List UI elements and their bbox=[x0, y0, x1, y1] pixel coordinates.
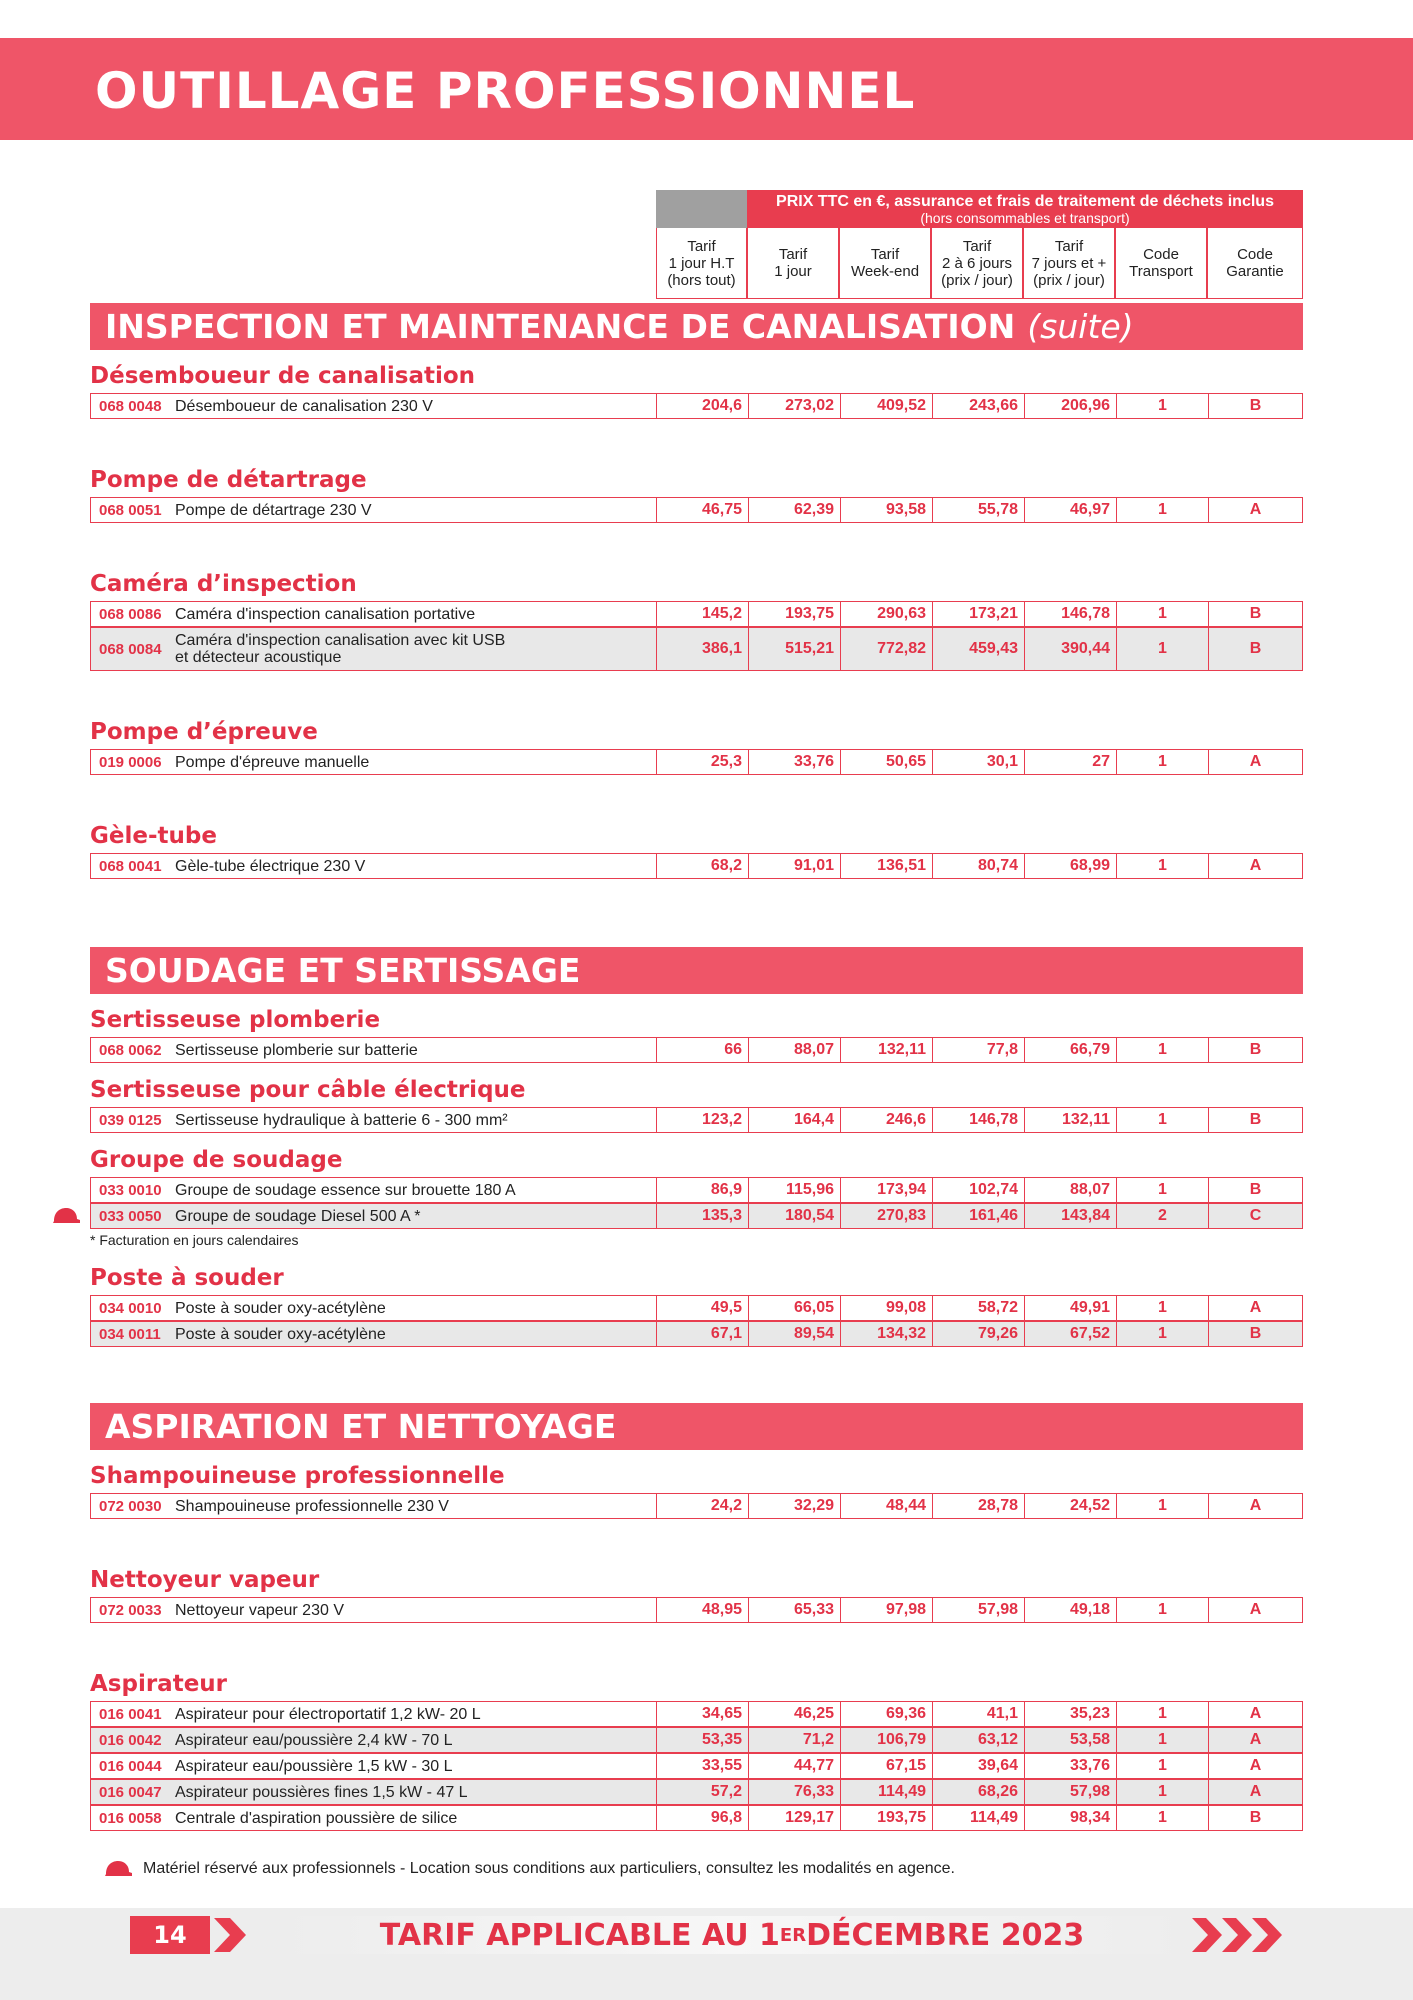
price-cell: 273,02 bbox=[749, 394, 841, 418]
table-row bbox=[90, 1203, 1303, 1229]
tarif-text-a: TARIF APPLICABLE AU 1 bbox=[379, 1917, 780, 1953]
price-cell: 459,43 bbox=[933, 628, 1025, 670]
table-row bbox=[90, 393, 1303, 419]
price-cell: 161,46 bbox=[933, 1204, 1025, 1228]
price-cell: 35,23 bbox=[1025, 1702, 1117, 1726]
guarantee-code: A bbox=[1249, 857, 1262, 874]
price-cell: 66,79 bbox=[1025, 1038, 1117, 1062]
price-cell: 106,79 bbox=[841, 1728, 933, 1752]
item-code: 016 0044 bbox=[99, 1757, 162, 1775]
price-cell: 88,07 bbox=[749, 1038, 841, 1062]
transport-code: 1 bbox=[1117, 1754, 1209, 1778]
column-header: Tarif Week-end bbox=[839, 228, 931, 299]
item-code: 039 0125 bbox=[99, 1111, 162, 1129]
column-header: Tarif 1 jour H.T (hors tout) bbox=[656, 228, 747, 299]
item-description: Groupe de soudage essence sur brouette 180 A bbox=[171, 1178, 657, 1202]
group-title: Aspirateur bbox=[90, 1671, 228, 1697]
price-cell: 193,75 bbox=[749, 602, 841, 626]
price-table bbox=[90, 1597, 1303, 1623]
transport-code: 1 bbox=[1117, 1728, 1209, 1752]
price-cell: 386,1 bbox=[657, 628, 749, 670]
price-cell: 63,12 bbox=[933, 1728, 1025, 1752]
transport-code: 1 bbox=[1117, 1494, 1209, 1518]
price-cell: 49,91 bbox=[1025, 1296, 1117, 1320]
group-title: Désemboueur de canalisation bbox=[90, 363, 476, 389]
price-cell: 136,51 bbox=[841, 854, 933, 878]
price-cell: 44,77 bbox=[749, 1754, 841, 1778]
transport-code: 1 bbox=[1117, 1598, 1209, 1622]
price-table bbox=[90, 601, 1303, 671]
chevrons-right-icon bbox=[1190, 1916, 1290, 1954]
price-cell: 193,75 bbox=[841, 1806, 933, 1830]
price-table bbox=[90, 497, 1303, 523]
price-cell: 206,96 bbox=[1025, 394, 1117, 418]
price-cell: 129,17 bbox=[749, 1806, 841, 1830]
transport-code: 1 bbox=[1117, 854, 1209, 878]
price-cell: 32,29 bbox=[749, 1494, 841, 1518]
table-row bbox=[90, 1701, 1303, 1727]
guarantee-code: A bbox=[1249, 1299, 1262, 1316]
header-price-banner bbox=[747, 190, 1303, 228]
item-description: Caméra d'inspection canalisation avec kit USB et détecteur acoustique bbox=[171, 628, 657, 670]
price-cell: 97,98 bbox=[841, 1598, 933, 1622]
price-table bbox=[90, 1295, 1303, 1347]
transport-code: 1 bbox=[1117, 1296, 1209, 1320]
item-code: 016 0058 bbox=[99, 1809, 162, 1827]
price-cell: 33,76 bbox=[1025, 1754, 1117, 1778]
price-cell: 515,21 bbox=[749, 628, 841, 670]
price-cell: 33,76 bbox=[749, 750, 841, 774]
price-cell: 27 bbox=[1025, 750, 1117, 774]
price-table bbox=[90, 1107, 1303, 1133]
section-title: INSPECTION ET MAINTENANCE DE CANALISATION bbox=[105, 307, 1016, 346]
header-line2: (hors consommables et transport) bbox=[920, 210, 1130, 226]
column-header: Tarif 2 à 6 jours (prix / jour) bbox=[931, 228, 1023, 299]
price-cell: 91,01 bbox=[749, 854, 841, 878]
column-header: Code Transport bbox=[1115, 228, 1207, 299]
page-title: OUTILLAGE PROFESSIONNEL bbox=[95, 62, 916, 120]
transport-code: 1 bbox=[1117, 1780, 1209, 1804]
group-title: Caméra d’inspection bbox=[90, 571, 357, 597]
guarantee-code: B bbox=[1249, 1111, 1262, 1128]
footer-note-text: Matériel réservé aux professionnels - Location sous conditions aux particuliers, consultez les modalités en agence. bbox=[143, 1860, 955, 1877]
price-cell: 41,1 bbox=[933, 1702, 1025, 1726]
price-cell: 66,05 bbox=[749, 1296, 841, 1320]
transport-code: 1 bbox=[1117, 1108, 1209, 1132]
item-description: Pompe de détartrage 230 V bbox=[171, 498, 657, 522]
price-cell: 290,63 bbox=[841, 602, 933, 626]
guarantee-code: B bbox=[1249, 1181, 1262, 1198]
price-cell: 102,74 bbox=[933, 1178, 1025, 1202]
price-cell: 146,78 bbox=[1025, 602, 1117, 626]
tarif-text-b: DÉCEMBRE 2023 bbox=[806, 1917, 1085, 1953]
item-code: 068 0048 bbox=[99, 397, 162, 415]
price-cell: 24,2 bbox=[657, 1494, 749, 1518]
price-cell: 48,95 bbox=[657, 1598, 749, 1622]
group-title: Sertisseuse pour câble électrique bbox=[90, 1077, 526, 1103]
transport-code: 1 bbox=[1117, 498, 1209, 522]
price-cell: 243,66 bbox=[933, 394, 1025, 418]
table-row bbox=[90, 1107, 1303, 1133]
price-cell: 86,9 bbox=[657, 1178, 749, 1202]
group-title: Groupe de soudage bbox=[90, 1147, 343, 1173]
column-header: Code Garantie bbox=[1207, 228, 1303, 299]
transport-code: 1 bbox=[1117, 1806, 1209, 1830]
price-cell: 409,52 bbox=[841, 394, 933, 418]
price-cell: 55,78 bbox=[933, 498, 1025, 522]
price-cell: 143,84 bbox=[1025, 1204, 1117, 1228]
guarantee-code: B bbox=[1249, 1041, 1262, 1058]
price-cell: 24,52 bbox=[1025, 1494, 1117, 1518]
item-code: 033 0050 bbox=[99, 1207, 162, 1225]
table-row bbox=[90, 853, 1303, 879]
item-description: Aspirateur eau/poussière 2,4 kW - 70 L bbox=[171, 1728, 657, 1752]
price-cell: 772,82 bbox=[841, 628, 933, 670]
guarantee-code: B bbox=[1249, 1325, 1262, 1342]
guarantee-code: B bbox=[1249, 605, 1262, 622]
group-title: Nettoyeur vapeur bbox=[90, 1567, 320, 1593]
price-cell: 246,6 bbox=[841, 1108, 933, 1132]
price-tables bbox=[90, 303, 1303, 1841]
price-table bbox=[90, 1177, 1303, 1229]
price-cell: 145,2 bbox=[657, 602, 749, 626]
price-cell: 79,26 bbox=[933, 1322, 1025, 1346]
guarantee-code: B bbox=[1249, 397, 1262, 414]
price-column-header bbox=[656, 190, 1303, 300]
group-title: Poste à souder bbox=[90, 1265, 284, 1291]
item-code: 072 0030 bbox=[99, 1497, 162, 1515]
item-description: Aspirateur poussières fines 1,5 kW - 47 L bbox=[171, 1780, 657, 1804]
footer-note bbox=[103, 1860, 955, 1878]
price-cell: 93,58 bbox=[841, 498, 933, 522]
price-cell: 71,2 bbox=[749, 1728, 841, 1752]
price-table bbox=[90, 749, 1303, 775]
price-cell: 58,72 bbox=[933, 1296, 1025, 1320]
price-cell: 88,07 bbox=[1025, 1178, 1117, 1202]
item-code: 019 0006 bbox=[99, 753, 162, 771]
table-row bbox=[90, 601, 1303, 627]
price-cell: 68,2 bbox=[657, 854, 749, 878]
price-cell: 68,26 bbox=[933, 1780, 1025, 1804]
price-table bbox=[90, 1037, 1303, 1063]
transport-code: 1 bbox=[1117, 1178, 1209, 1202]
item-description: Poste à souder oxy-acétylène bbox=[171, 1322, 657, 1346]
section-band bbox=[90, 303, 1303, 350]
price-table bbox=[90, 1493, 1303, 1519]
price-cell: 80,74 bbox=[933, 854, 1025, 878]
price-cell: 48,44 bbox=[841, 1494, 933, 1518]
guarantee-code: A bbox=[1249, 1705, 1262, 1722]
price-cell: 99,08 bbox=[841, 1296, 933, 1320]
item-description: Gèle-tube électrique 230 V bbox=[171, 854, 657, 878]
item-code: 068 0084 bbox=[99, 640, 162, 658]
price-cell: 67,15 bbox=[841, 1754, 933, 1778]
price-cell: 49,5 bbox=[657, 1296, 749, 1320]
price-cell: 390,44 bbox=[1025, 628, 1117, 670]
group-title: Gèle-tube bbox=[90, 823, 217, 849]
table-row bbox=[90, 749, 1303, 775]
price-cell: 57,2 bbox=[657, 1780, 749, 1804]
price-cell: 173,94 bbox=[841, 1178, 933, 1202]
price-cell: 30,1 bbox=[933, 750, 1025, 774]
chevron-right-icon bbox=[212, 1916, 252, 1954]
section-title: SOUDAGE ET SERTISSAGE bbox=[105, 951, 581, 990]
item-description: Groupe de soudage Diesel 500 A * bbox=[171, 1204, 657, 1228]
item-description: Nettoyeur vapeur 230 V bbox=[171, 1598, 657, 1622]
price-cell: 57,98 bbox=[933, 1598, 1025, 1622]
table-row bbox=[90, 1177, 1303, 1203]
table-row bbox=[90, 1037, 1303, 1063]
price-cell: 53,58 bbox=[1025, 1728, 1117, 1752]
item-description: Poste à souder oxy-acétylène bbox=[171, 1296, 657, 1320]
section-band bbox=[90, 947, 1303, 994]
price-cell: 135,3 bbox=[657, 1204, 749, 1228]
price-cell: 46,25 bbox=[749, 1702, 841, 1726]
price-cell: 28,78 bbox=[933, 1494, 1025, 1518]
price-cell: 98,34 bbox=[1025, 1806, 1117, 1830]
guarantee-code: A bbox=[1249, 1783, 1262, 1800]
section-suffix: (suite) bbox=[1027, 307, 1134, 346]
price-cell: 76,33 bbox=[749, 1780, 841, 1804]
table-row bbox=[90, 1321, 1303, 1347]
item-description: Shampouineuse professionnelle 230 V bbox=[171, 1494, 657, 1518]
item-description: Désemboueur de canalisation 230 V bbox=[171, 394, 657, 418]
guarantee-code: A bbox=[1249, 1497, 1262, 1514]
price-table bbox=[90, 853, 1303, 879]
item-code: 034 0011 bbox=[99, 1325, 161, 1343]
transport-code: 1 bbox=[1117, 628, 1209, 670]
guarantee-code: C bbox=[1249, 1207, 1262, 1224]
header-line1: PRIX TTC en €, assurance et frais de traitement de déchets inclus bbox=[776, 193, 1274, 210]
price-cell: 146,78 bbox=[933, 1108, 1025, 1132]
transport-code: 1 bbox=[1117, 1702, 1209, 1726]
column-header: Tarif 7 jours et + (prix / jour) bbox=[1023, 228, 1115, 299]
item-code: 016 0047 bbox=[99, 1783, 162, 1801]
helmet-icon bbox=[103, 1860, 133, 1878]
transport-code: 1 bbox=[1117, 394, 1209, 418]
price-cell: 114,49 bbox=[841, 1780, 933, 1804]
tarif-banner bbox=[282, 1916, 1182, 1954]
item-code: 068 0062 bbox=[99, 1041, 162, 1059]
price-table bbox=[90, 1701, 1303, 1831]
tarif-sup: ER bbox=[779, 1924, 807, 1946]
price-cell: 53,35 bbox=[657, 1728, 749, 1752]
guarantee-code: A bbox=[1249, 1601, 1262, 1618]
table-row bbox=[90, 497, 1303, 523]
price-cell: 65,33 bbox=[749, 1598, 841, 1622]
group-title: Pompe d’épreuve bbox=[90, 719, 318, 745]
price-cell: 115,96 bbox=[749, 1178, 841, 1202]
group-title: Sertisseuse plomberie bbox=[90, 1007, 381, 1033]
item-description: Sertisseuse hydraulique à batterie 6 - 300 mm² bbox=[171, 1108, 657, 1132]
price-cell: 62,39 bbox=[749, 498, 841, 522]
price-cell: 46,97 bbox=[1025, 498, 1117, 522]
transport-code: 1 bbox=[1117, 750, 1209, 774]
price-cell: 132,11 bbox=[841, 1038, 933, 1062]
table-row bbox=[90, 1295, 1303, 1321]
price-cell: 69,36 bbox=[841, 1702, 933, 1726]
column-headers bbox=[656, 228, 1303, 299]
column-header: Tarif 1 jour bbox=[747, 228, 839, 299]
price-cell: 39,64 bbox=[933, 1754, 1025, 1778]
guarantee-code: A bbox=[1249, 1757, 1262, 1774]
price-cell: 204,6 bbox=[657, 394, 749, 418]
price-cell: 89,54 bbox=[749, 1322, 841, 1346]
price-cell: 96,8 bbox=[657, 1806, 749, 1830]
price-cell: 270,83 bbox=[841, 1204, 933, 1228]
table-row bbox=[90, 1753, 1303, 1779]
guarantee-code: A bbox=[1249, 501, 1262, 518]
table-row bbox=[90, 1493, 1303, 1519]
section-band bbox=[90, 1403, 1303, 1450]
price-cell: 132,11 bbox=[1025, 1108, 1117, 1132]
footnote: * Facturation en jours calendaires bbox=[90, 1232, 299, 1248]
table-row bbox=[90, 1727, 1303, 1753]
price-cell: 34,65 bbox=[657, 1702, 749, 1726]
transport-code: 1 bbox=[1117, 602, 1209, 626]
price-cell: 164,4 bbox=[749, 1108, 841, 1132]
item-description: Pompe d'épreuve manuelle bbox=[171, 750, 657, 774]
guarantee-code: B bbox=[1249, 1809, 1262, 1826]
table-row bbox=[90, 1779, 1303, 1805]
transport-code: 1 bbox=[1117, 1322, 1209, 1346]
item-code: 068 0051 bbox=[99, 501, 162, 519]
group-title: Shampouineuse professionnelle bbox=[90, 1463, 505, 1489]
price-cell: 66 bbox=[657, 1038, 749, 1062]
item-code: 016 0042 bbox=[99, 1731, 162, 1749]
price-cell: 57,98 bbox=[1025, 1780, 1117, 1804]
price-cell: 50,65 bbox=[841, 750, 933, 774]
item-code: 034 0010 bbox=[99, 1299, 162, 1317]
price-cell: 67,1 bbox=[657, 1322, 749, 1346]
item-code: 068 0041 bbox=[99, 857, 162, 875]
section-title: ASPIRATION ET NETTOYAGE bbox=[105, 1407, 617, 1446]
price-table bbox=[90, 393, 1303, 419]
title-banner bbox=[0, 38, 1413, 140]
item-description: Aspirateur eau/poussière 1,5 kW - 30 L bbox=[171, 1754, 657, 1778]
guarantee-code: A bbox=[1249, 753, 1262, 770]
header-gray-cell bbox=[656, 190, 747, 228]
page-number: 14 bbox=[130, 1916, 210, 1954]
item-description: Centrale d'aspiration poussière de silice bbox=[171, 1806, 657, 1830]
table-row bbox=[90, 1805, 1303, 1831]
table-row bbox=[90, 627, 1303, 671]
item-code: 068 0086 bbox=[99, 605, 162, 623]
price-cell: 67,52 bbox=[1025, 1322, 1117, 1346]
price-cell: 180,54 bbox=[749, 1204, 841, 1228]
item-description: Caméra d'inspection canalisation portative bbox=[171, 602, 657, 626]
item-code: 033 0010 bbox=[99, 1181, 162, 1199]
group-title: Pompe de détartrage bbox=[90, 467, 367, 493]
transport-code: 1 bbox=[1117, 1038, 1209, 1062]
item-description: Sertisseuse plomberie sur batterie bbox=[171, 1038, 657, 1062]
item-description: Aspirateur pour électroportatif 1,2 kW- 20 L bbox=[171, 1702, 657, 1726]
price-cell: 77,8 bbox=[933, 1038, 1025, 1062]
helmet-icon bbox=[51, 1207, 81, 1225]
guarantee-code: B bbox=[1249, 640, 1262, 657]
price-cell: 49,18 bbox=[1025, 1598, 1117, 1622]
price-cell: 114,49 bbox=[933, 1806, 1025, 1830]
price-cell: 68,99 bbox=[1025, 854, 1117, 878]
item-code: 016 0041 bbox=[99, 1705, 162, 1723]
item-code: 072 0033 bbox=[99, 1601, 162, 1619]
price-cell: 173,21 bbox=[933, 602, 1025, 626]
price-cell: 46,75 bbox=[657, 498, 749, 522]
guarantee-code: A bbox=[1249, 1731, 1262, 1748]
table-row bbox=[90, 1597, 1303, 1623]
price-cell: 134,32 bbox=[841, 1322, 933, 1346]
price-cell: 33,55 bbox=[657, 1754, 749, 1778]
price-cell: 25,3 bbox=[657, 750, 749, 774]
transport-code: 2 bbox=[1117, 1204, 1209, 1228]
price-cell: 123,2 bbox=[657, 1108, 749, 1132]
